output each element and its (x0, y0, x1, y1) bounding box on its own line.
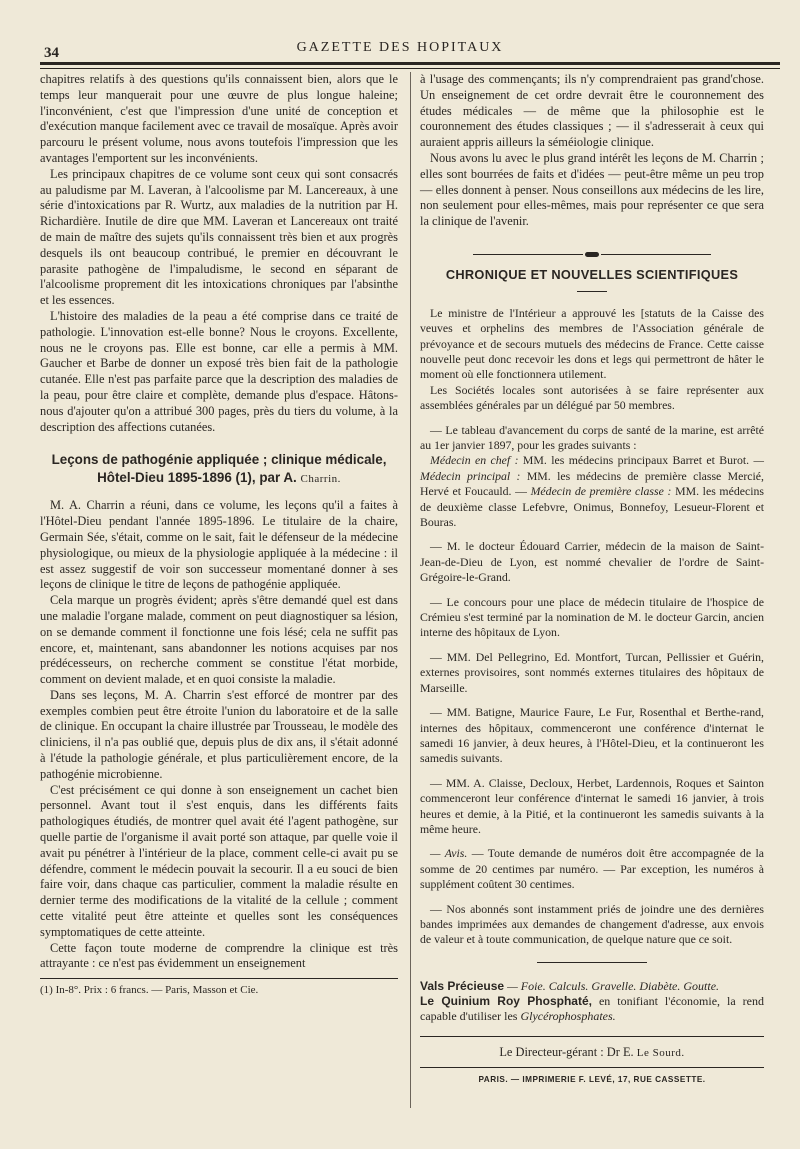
grade-label: Médecin en chef : (430, 453, 519, 468)
book-heading-line2 (40, 469, 398, 488)
news-item: — M. le docteur Édouard Carrier, médecin de la maison de Saint-Jean-de-Dieu de Lyon, est nommé chevalier de l'ordre de Saint-Grégoire-le-Grand. (420, 539, 764, 585)
chronique-heading: CHRONIQUE ET NOUVELLES SCIENTIFIQUES (445, 266, 739, 282)
grade-label: Médecin de première classe : (530, 484, 672, 499)
signature-rule (420, 1036, 764, 1037)
ad-text: en tonifiant l'économie, la rend capable d'utiliser les (420, 993, 764, 1023)
footnote: (1) In-8°. Prix : 6 francs. — Paris, Masson et Cie. (40, 984, 259, 997)
news-item: Le ministre de l'Intérieur a approuvé les [statuts de la Caisse des veuves et orphelins des membres de l'Association générale de prévoyance et de secours mutuels des médecins de France. Cette caisse nouvelle peut donc recevoir les dons et legs qui permettront de hâter le moment où elle fonctionnera utilement. (420, 305, 764, 382)
paragraph: C'est précisément ce qui donne à son enseignement un cachet bien personnel. Avant tout il s'est enquis, dans les différents faits pathologiques étudiés, de montrer quel avait été l'agent pathogène, sur quelle partie de l'organisme il avait porté son attaque, par quelle voie il avait pu pénétrer à l'intérieur de la place, comment celle-ci avait pu se défendre, comment le médecin pouvait la secourir. Il a eu souci de bien faire voir, dans chaque cas particulier, comment la maladie résulte en dernier terme des modifications de la vitalité de la cellule ; comment cette vitalité peut être atteinte et quelles sont les conséquences symptomatiques de cette atteinte. (40, 782, 398, 939)
paragraph: Cela marque un progrès évident; après s'être demandé quel est dans une maladie l'organe malade, comment on peut diagnostiquer sa lésion, on se demande comment il fonctionne une fois lésé; cela ne suffit pas encore, et, maintenant, sans abandonner les notions acquises par nos prédécesseurs, on recherche comment se constitue l'état morbide, comment on devient malade, et en quoi consiste la maladie. (40, 593, 398, 687)
signature-prefix: Le Directeur-gérant : Dr E. (499, 1044, 634, 1059)
grade-names: MM. les médecins principaux Barret et Burot. (522, 453, 750, 468)
section-ornament (420, 252, 764, 257)
ad-text: — Foie. Calculs. Gravelle. Diabète. Goutte. (507, 978, 720, 993)
news-item: — Le tableau d'avancement du corps de santé de la marine, est arrêté au 1er janvier 1897, pour les grades suivants : (420, 422, 764, 453)
news-item: — MM. A. Claisse, Decloux, Herbet, Lardennois, Roques et Sainton commenceront leur conférence d'internat le samedi 16 janvier, à trois heures et demie, à la Pitié, et la continueront les samedis suivants à la même heure. (420, 775, 764, 836)
book-heading-author: Charrin. (300, 473, 341, 486)
paragraph: à l'usage des commençants; ils n'y comprendraient pas grand'chose. Un enseignement de cet ordre devrait être le couronnement des études médicales — de même que la philosophie est le couronnement des études classiques ; — il s'adresserait à ceux qui auraient appris ailleurs la séméiologie clinique. (420, 72, 764, 150)
notice-label: — Avis. (430, 846, 468, 861)
notice-text: — Toute demande de numéros doit être accompagnée de la somme de 20 centimes par numéro. — Par exception, les numéros à supplément coûtent 30 centimes. (420, 846, 764, 892)
news-item: — Nos abonnés sont instamment priés de joindre une des dernières bandes imprimées aux demandes de changement d'adresse, aux envois de valeur et à toute communication, de quelque nature que ce soit. (420, 901, 764, 947)
news-item: — Le concours pour une place de médecin titulaire de l'hospice de Crémieu s'est terminé par la nomination de M. le docteur Garcin, ancien interne des hôpitaux de Lyon. (420, 594, 764, 640)
paragraph: Dans ses leçons, M. A. Charrin s'est efforcé de montrer par des exemples combien peut être étroite l'union du laboratoire et de la salle de clinique. En occupant la chaire illustrée par Trousseau, le modèle des cliniciens, il n'a pas oublié que, depuis plus de dix ans, il s'était adonné à l'étude la pathologie générale, et plus particulièrement encore, de la pathogénie microbienne. (40, 687, 398, 781)
book-heading-title: Hôtel-Dieu 1895-1896 (1), par A. (97, 470, 297, 486)
news-item-promotions (420, 453, 764, 530)
left-column (40, 72, 398, 997)
journal-title: GAZETTE DES HOPITAUX (296, 40, 504, 55)
news-item: — MM. Del Pellegrino, Ed. Montfort, Turcan, Pellissier et Guérin, externes provisoires, sont nommés externes titulaires des hôpitaux de Marseille. (420, 649, 764, 695)
paragraph: Cette façon toute moderne de comprendre la clinique est très attrayante : ce n'est pas évidemment un enseignement (40, 940, 398, 971)
paragraph: chapitres relatifs à des questions qu'ils connaissent bien, alors que le temps leur manquerait pour une œuvre de plus longue haleine; l'inconvénient, c'est que l'impression d'une unité de conception et d'exécution manque facilement avec ce travail de mosaïque. Après avoir parcouru le présent volume, nous avons toutefois l'impression que les avantages l'emportent sur les inconvénients. (40, 72, 398, 165)
right-column (420, 72, 764, 1087)
ads-rule (537, 962, 647, 963)
grade-label: — Médecin principal : (420, 453, 765, 483)
footnote-rule (40, 978, 398, 979)
ornament-line (473, 254, 583, 255)
heading-rule (577, 291, 607, 292)
grade-names: MM. les médecins de première classe Mercié, Hervé et Foucauld. — (420, 468, 764, 499)
imprint: PARIS. — IMPRIMERIE F. LEVÉ, 17, RUE CASSETTE. (478, 1074, 706, 1084)
paragraph: Nous avons lu avec le plus grand intérêt les leçons de M. Charrin ; elles sont bourrées de faits et d'idées — peut-être même un peu trop — elles donnent à penser. Nous conseillons aux médecins de les lire, non seulement pour elles-mêmes, mais pour représenter ce que sera la clinique de l'avenir. (420, 150, 764, 229)
paragraph: M. A. Charrin a réuni, dans ce volume, les leçons qu'il a faites à l'Hôtel-Dieu pendant l'année 1895-1896. Le titulaire de la chaire, Germain Sée, s'était, comme on le sait, fait le défenseur de la médecine physiologique, ou mieux de la physiologie appliquée à la médecine : il est assez suggestif de voir son successeur momentané donner à ses leçons de clinique le titre de leçons de pathogénie appliquée. (40, 498, 398, 592)
signature-name: Le Sourd. (636, 1046, 685, 1059)
advertisement-vals (420, 979, 764, 994)
ad-title: Le Quinium Roy Phosphaté, (420, 993, 592, 1008)
page-number: 34 (44, 45, 59, 61)
ad-text-italic: Glycérophosphates. (520, 1008, 616, 1023)
news-section (420, 306, 764, 948)
ornament-center (585, 252, 599, 257)
ad-title: Vals Précieuse (420, 978, 505, 993)
ornament-line (601, 254, 711, 255)
book-heading-line1: Leçons de pathogénie appliquée ; clinique médicale, (51, 452, 387, 468)
header-rule-thick (40, 62, 780, 65)
paragraph: Les principaux chapitres de ce volume sont ceux qui sont consacrés au paludisme par M. Laveran, à l'alcoolisme par M. Lancereaux, à une série d'intoxications par R. Wurtz, aux maladies de la nutrition par H. Richardière. Inutile de dire que MM. Laveran et Lancereaux ont traité de main de maître des sujets qu'ils connaissent très bien et aux progrès desquels ils ont beaucoup contribué, le premier en découvrant le parasite pathogène de l'impaludisme, le second en séparant de l'alcoolisme proprement dit les intoxications chroniques par l'absinthe et les essences. (40, 166, 398, 308)
news-item-notice (420, 846, 764, 892)
paragraph: L'histoire des maladies de la peau a été comprise dans ce traité de pathologie. L'innovation est-elle bonne? Nous le croyons. Excellente, nous ne le croyons pas. Elle est bonne, car elle a permis à MM. Gaucher et Barbe de donner un exposé très bien fait de la pathologie cutanée. Elle n'est pas parfaite parce que la description des maladies de la peau, pour être claire et complète, demande plus d'espace. Hâtons-nous d'ajouter qu'on a attribué 300 pages, près du tiers du volume, à la description des affections cutanées. (40, 308, 398, 434)
news-item: Les Sociétés locales sont autorisées à se faire représenter aux assemblées générales par un délégué par 50 membres. (420, 382, 764, 413)
header-rule-thin (40, 68, 780, 69)
grade-names: MM. les médecins de deuxième classe Lefebvre, Onimus, Bonnefoy, Lesueur-Florent et Bouras. (420, 484, 764, 530)
signature (420, 1045, 764, 1062)
imprint-rule (420, 1067, 764, 1068)
book-review-heading (40, 451, 398, 488)
advertisement-quinium (420, 994, 764, 1024)
news-item: — MM. Batigne, Maurice Faure, Le Fur, Rosenthal et Berthe-rand, internes des hôpitaux, commenceront une conférence d'internat le samedi 16 janvier, à deux heures, à l'Hôtel-Dieu, et la continueront les samedis suivants. (420, 705, 764, 766)
column-divider (410, 72, 411, 1108)
